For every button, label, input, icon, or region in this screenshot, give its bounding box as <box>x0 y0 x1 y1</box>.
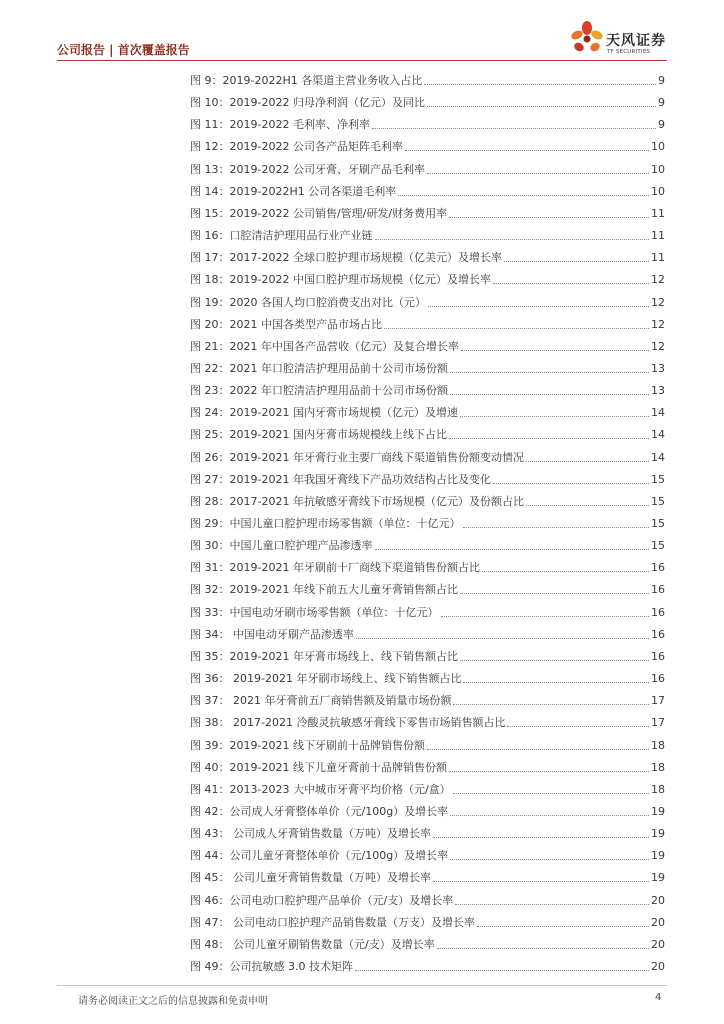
toc-entry-page: 9 <box>658 118 665 132</box>
toc-entry-label: 图 21：2021 年中国各产品营收（亿元）及复合增长率 <box>190 339 459 353</box>
toc-entry-label: 图 9：2019-2022H1 各渠道主营业务收入占比 <box>190 74 423 87</box>
toc-entry[interactable] <box>190 332 665 354</box>
toc-dot-leader <box>384 327 649 329</box>
toc-entry-page: 16 <box>651 561 665 575</box>
toc-entry[interactable] <box>190 177 665 199</box>
toc-dot-leader <box>450 814 649 816</box>
toc-dot-leader <box>375 548 650 550</box>
toc-entry-label: 图 11：2019-2022 毛利率、净利率 <box>190 118 370 132</box>
toc-entry[interactable] <box>190 575 665 597</box>
footer-divider <box>57 985 667 986</box>
toc-entry[interactable] <box>190 398 665 420</box>
toc-entry[interactable] <box>190 708 665 730</box>
toc-entry-page: 16 <box>651 627 665 641</box>
toc-dot-leader <box>375 238 650 240</box>
page-number: 4 <box>655 992 662 1003</box>
toc-entry-page: 20 <box>651 937 665 951</box>
toc-entry-page: 15 <box>651 539 665 553</box>
toc-entry-label: 图 26：2019-2021 年牙膏行业主要厂商线下渠道销售份额变动情况 <box>190 450 524 464</box>
toc-entry-label: 图 39：2019-2021 线下牙刷前十品牌销售份额 <box>190 738 425 752</box>
toc-entry[interactable] <box>190 66 665 88</box>
toc-entry[interactable] <box>190 620 665 642</box>
toc-entry[interactable] <box>190 310 665 332</box>
toc-entry-page: 19 <box>651 827 665 841</box>
toc-dot-leader <box>449 216 649 218</box>
toc-entry-label: 图 15：2019-2022 公司销售/管理/研发/财务费用率 <box>190 206 448 220</box>
toc-entry-label: 图 45： 公司儿童牙膏销售数量（万吨）及增长率 <box>190 871 431 885</box>
toc-entry-label: 图 27：2019-2021 年我国牙膏线下产品功效结构占比及变化 <box>190 472 491 486</box>
toc-entry[interactable] <box>190 243 665 265</box>
toc-entry[interactable] <box>190 753 665 775</box>
toc-entry[interactable] <box>190 509 665 531</box>
toc-entry-page: 10 <box>651 140 665 154</box>
toc-entry-page: 15 <box>651 494 665 508</box>
toc-entry-label: 图 14：2019-2022H1 公司各渠道毛利率 <box>190 184 397 198</box>
logo-chinese-text: 天风证券 <box>606 33 666 49</box>
toc-entry-page: 20 <box>651 915 665 929</box>
toc-dot-leader <box>437 947 649 949</box>
report-type-label: 公司报告 | 首次覆盖报告 <box>57 43 190 57</box>
toc-entry-label: 图 10：2019-2022 归母净利润（亿元）及同比 <box>190 96 425 110</box>
toc-entry-page: 16 <box>651 672 665 686</box>
toc-entry-label: 图 42：公司成人牙膏整体单价（元/100g）及增长率 <box>190 804 449 818</box>
toc-entry[interactable] <box>190 288 665 310</box>
toc-entry-label: 图 34： 中国电动牙刷产品渗透率 <box>190 627 354 641</box>
toc-dot-leader <box>463 681 649 683</box>
toc-entry[interactable] <box>190 841 665 863</box>
toc-entry-label: 图 33：中国电动牙刷市场零售额（单位：十亿元） <box>190 605 439 619</box>
toc-entry-label: 图 46：公司电动口腔护理产品单价（元/支）及增长率 <box>190 893 454 907</box>
toc-entry[interactable] <box>190 132 665 154</box>
toc-entry[interactable] <box>190 420 665 442</box>
toc-entry[interactable] <box>190 775 665 797</box>
toc-entry-label: 图 19：2020 各国人均口腔消费支出对比（元） <box>190 295 426 309</box>
toc-entry-page: 9 <box>658 74 665 87</box>
toc-entry-label: 图 22：2021 年口腔清洁护理用品前十公司市场份额 <box>190 361 448 375</box>
toc-entry-label: 图 13：2019-2022 公司牙膏、牙刷产品毛利率 <box>190 162 425 176</box>
toc-entry[interactable] <box>190 465 665 487</box>
toc-dot-leader <box>449 437 649 439</box>
toc-dot-leader <box>450 371 649 373</box>
toc-dot-leader <box>433 836 649 838</box>
toc-entry-page: 12 <box>651 339 665 353</box>
toc-entry-label: 图 38： 2017-2021 冷酸灵抗敏感牙膏线下零售市场销售额占比 <box>190 716 506 730</box>
toc-dot-leader <box>449 770 649 772</box>
toc-entry-label: 图 35：2019-2021 年牙膏市场线上、线下销售额占比 <box>190 649 458 663</box>
toc-dot-leader <box>493 482 649 484</box>
toc-entry-page: 9 <box>658 96 665 110</box>
toc-dot-leader <box>455 903 649 905</box>
toc-entry[interactable] <box>190 199 665 221</box>
toc-entry-page: 12 <box>651 317 665 331</box>
toc-entry[interactable] <box>190 642 665 664</box>
toc-entry-label: 图 48： 公司儿童牙刷销售数量（元/支）及增长率 <box>190 937 435 951</box>
toc-dot-leader <box>507 725 649 727</box>
toc-entry-page: 14 <box>651 406 665 420</box>
toc-entry-label: 图 40：2019-2021 线下儿童牙膏前十品牌销售份额 <box>190 760 447 774</box>
toc-entry-page: 18 <box>651 782 665 796</box>
toc-dot-leader <box>372 127 656 129</box>
toc-entry[interactable] <box>190 553 665 575</box>
toc-entry[interactable] <box>190 863 665 885</box>
toc-entry-page: 19 <box>651 871 665 885</box>
toc-dot-leader <box>461 349 649 351</box>
toc-entry-label: 图 24：2019-2021 国内牙膏市场规模（亿元）及增速 <box>190 406 458 420</box>
toc-entry-page: 16 <box>651 649 665 663</box>
toc-entry-label: 图 44：公司儿童牙膏整体单价（元/100g）及增长率 <box>190 849 449 863</box>
toc-dot-leader <box>460 415 649 417</box>
toc-entry-page: 15 <box>651 472 665 486</box>
toc-entry-page: 20 <box>651 960 665 973</box>
toc-dot-leader <box>493 282 649 284</box>
toc-dot-leader <box>526 460 649 462</box>
toc-entry[interactable] <box>190 443 665 465</box>
toc-entry[interactable] <box>190 110 665 132</box>
toc-entry[interactable] <box>190 487 665 509</box>
logo-english-text: TF SECURITIES <box>607 49 651 55</box>
toc-entry[interactable] <box>190 88 665 110</box>
toc-dot-leader <box>424 83 656 85</box>
toc-entry-label: 图 20：2021 中国各类型产品市场占比 <box>190 317 382 331</box>
toc-dot-leader <box>405 149 649 151</box>
toc-entry-label: 图 28：2017-2021 年抗敏感牙膏线下市场规模（亿元）及份额占比 <box>190 494 524 508</box>
toc-dot-leader <box>453 792 649 794</box>
toc-dot-leader <box>460 659 649 661</box>
toc-dot-leader <box>356 637 649 639</box>
toc-entry[interactable] <box>190 908 665 930</box>
toc-entry-page: 11 <box>651 251 665 265</box>
toc-dot-leader <box>460 592 649 594</box>
toc-entry-page: 17 <box>651 716 665 730</box>
toc-entry[interactable] <box>190 797 665 819</box>
toc-entry-label: 图 49：公司抗敏感 3.0 技术矩阵 <box>190 960 353 973</box>
toc-entry[interactable] <box>190 155 665 177</box>
toc-dot-leader <box>427 105 656 107</box>
toc-entry-page: 11 <box>651 206 665 220</box>
toc-entry-page: 12 <box>651 273 665 287</box>
toc-entry-page: 19 <box>651 804 665 818</box>
toc-entry-label: 图 32：2019-2021 年线下前五大儿童牙膏销售额占比 <box>190 583 458 597</box>
toc-entry[interactable] <box>190 686 665 708</box>
toc-entry-page: 14 <box>651 450 665 464</box>
toc-entry-page: 13 <box>651 384 665 398</box>
toc-entry-page: 15 <box>651 517 665 530</box>
toc-entry-label: 图 41：2013-2023 大中城市牙膏平均价格（元/盒） <box>190 782 451 796</box>
toc-dot-leader <box>433 880 649 882</box>
toc-entry-label: 图 12：2019-2022 公司各产品矩阵毛利率 <box>190 140 403 154</box>
toc-entry[interactable] <box>190 886 665 908</box>
toc-entry[interactable] <box>190 265 665 287</box>
toc-dot-leader <box>450 393 649 395</box>
toc-dot-leader <box>450 858 649 860</box>
toc-entry-page: 16 <box>651 605 665 619</box>
toc-entry[interactable] <box>190 531 665 553</box>
toc-dot-leader <box>482 570 649 572</box>
toc-entry-label: 图 16：口腔清洁护理用品行业产业链 <box>190 229 373 243</box>
toc-entry-page: 11 <box>651 229 665 243</box>
toc-entry-page: 10 <box>651 162 665 176</box>
toc-dot-leader <box>463 526 650 528</box>
toc-entry[interactable] <box>190 731 665 753</box>
toc-entry-page: 16 <box>651 583 665 597</box>
toc-entry[interactable] <box>190 376 665 398</box>
toc-entry-label: 图 29：中国儿童口腔护理市场零售额（单位：十亿元） <box>190 517 461 530</box>
toc-entry-label: 图 31：2019-2021 年牙刷前十厂商线下渠道销售份额占比 <box>190 561 480 575</box>
toc-entry-page: 17 <box>651 694 665 708</box>
toc-dot-leader <box>441 615 650 617</box>
toc-entry[interactable] <box>190 354 665 376</box>
toc-dot-leader <box>477 925 649 927</box>
disclaimer-note: 请务必阅读正文之后的信息披露和免责申明 <box>78 996 268 1007</box>
toc-entry[interactable] <box>190 819 665 841</box>
toc-dot-leader <box>428 305 649 307</box>
toc-entry-label: 图 23：2022 年口腔清洁护理用品前十公司市场份额 <box>190 384 448 398</box>
toc-entry-label: 图 30：中国儿童口腔护理产品渗透率 <box>190 539 373 553</box>
toc-dot-leader <box>355 969 649 971</box>
toc-dot-leader <box>427 172 649 174</box>
toc-entry-page: 18 <box>651 738 665 752</box>
toc-entry[interactable] <box>190 664 665 686</box>
toc-dot-leader <box>398 194 649 196</box>
toc-entry[interactable] <box>190 930 665 952</box>
toc-entry-page: 14 <box>651 428 665 442</box>
toc-entry-page: 19 <box>651 849 665 863</box>
toc-dot-leader <box>427 748 649 750</box>
toc-dot-leader <box>526 504 649 506</box>
toc-entry[interactable] <box>190 221 665 243</box>
toc-entry-label: 图 47： 公司电动口腔护理产品销售数量（万支）及增长率 <box>190 915 475 929</box>
toc-entry-page: 12 <box>651 295 665 309</box>
toc-entry-label: 图 36： 2019-2021 年牙刷市场线上、线下销售额占比 <box>190 672 462 686</box>
toc-entry-page: 13 <box>651 361 665 375</box>
toc-dot-leader <box>504 260 649 262</box>
toc-entry-label: 图 17：2017-2022 全球口腔护理市场规模（亿美元）及增长率 <box>190 251 502 265</box>
toc-entry-label: 图 37： 2021 年牙膏前五厂商销售额及销量市场份额 <box>190 694 452 708</box>
toc-dot-leader <box>453 703 649 705</box>
toc-entry-label: 图 25：2019-2021 国内牙膏市场规模线上线下占比 <box>190 428 447 442</box>
toc-entry-page: 20 <box>651 893 665 907</box>
toc-entry-page: 10 <box>651 184 665 198</box>
toc-entry-label: 图 18：2019-2022 中国口腔护理市场规模（亿元）及增长率 <box>190 273 491 287</box>
toc-entry-label: 图 43： 公司成人牙膏销售数量（万吨）及增长率 <box>190 827 431 841</box>
toc-entry-page: 18 <box>651 760 665 774</box>
toc-entry[interactable] <box>190 598 665 620</box>
toc-entry[interactable] <box>190 952 665 974</box>
